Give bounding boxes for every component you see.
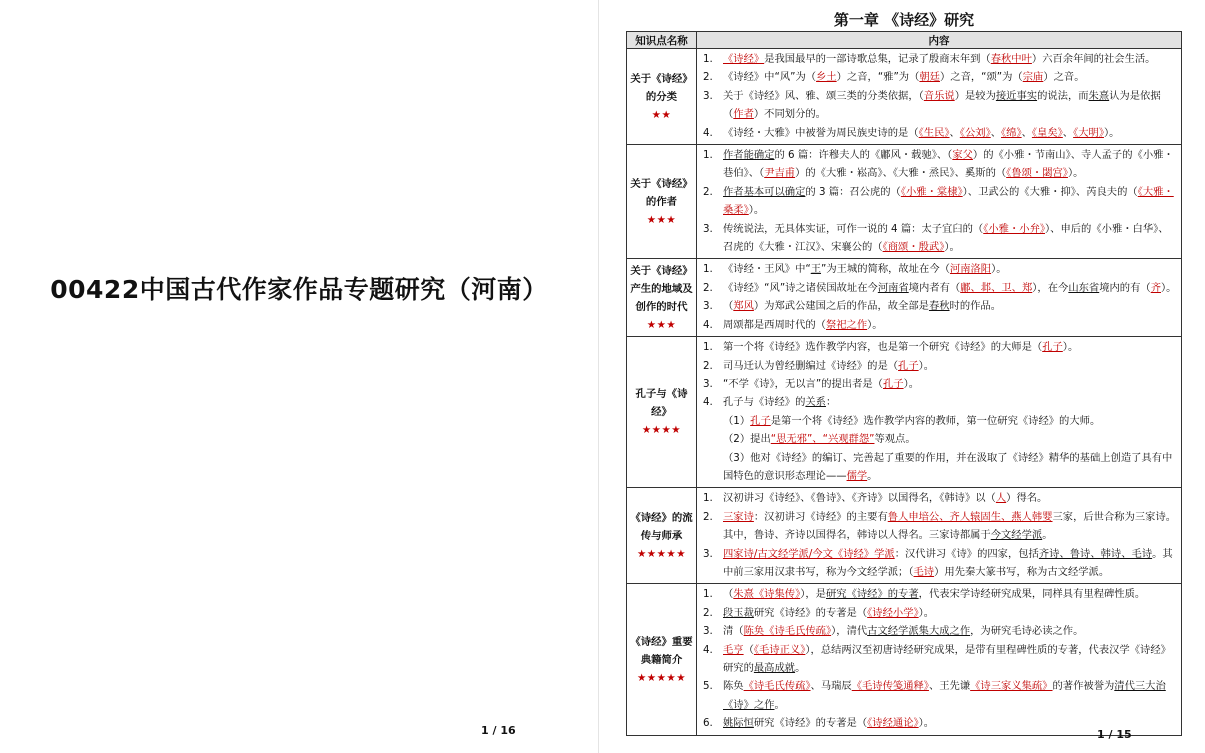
text-fragment: ）。 <box>918 359 935 372</box>
text-fragment: ）。 <box>991 263 1007 276</box>
text-fragment: 朝廷 <box>919 71 940 84</box>
text-fragment: ），是 <box>800 588 826 601</box>
text-fragment: 毛亨 <box>723 643 744 656</box>
text-fragment: 的 3 篇：召公虎的（ <box>805 185 901 198</box>
text-fragment: 时的作品。 <box>949 300 1002 313</box>
text-fragment: 研究《诗经》的专著 <box>825 588 919 601</box>
text-fragment: ）六百余年间的社会生活。 <box>1031 53 1156 65</box>
topic-label: 《诗经》重要典籍简介 <box>630 635 693 666</box>
importance-stars: ★★★ <box>646 213 677 226</box>
text-fragment: 作者基本可以确定 <box>723 185 806 198</box>
text-fragment: ）不同划分的。 <box>753 108 826 121</box>
text-fragment: 最高成就 <box>753 662 796 674</box>
left-page-number: 1 / 16 <box>481 724 516 737</box>
text-fragment: 家父 <box>952 149 973 162</box>
text-fragment: 四家诗/古文经学派/今文《诗经》学派 <box>723 547 895 560</box>
text-fragment: 《诗经》 <box>723 53 765 65</box>
text-fragment: ：汉代讲习《诗》的四家，包括 <box>894 547 1039 560</box>
text-fragment: 齐 <box>1150 281 1161 294</box>
topic-label: 孔子与《诗经》 <box>635 388 688 419</box>
importance-stars: ★★★★ <box>641 424 682 437</box>
left-page <box>0 0 598 753</box>
item-number: 3. <box>703 625 713 638</box>
text-fragment: 陈奂 <box>723 680 744 693</box>
content-cell <box>697 145 1182 259</box>
cover-title: 00422中国古代作家作品专题研究（河南） <box>50 275 548 304</box>
item-number: 1. <box>703 588 713 601</box>
text-fragment: 《诗经》中“风”为（ <box>723 71 817 84</box>
list-item <box>701 146 1177 183</box>
list-item <box>701 641 1177 678</box>
text-fragment: ）。 <box>867 318 883 331</box>
list-item <box>701 124 1177 142</box>
text-fragment: 鲁人申培公、齐人辕固生、燕人韩婴 <box>887 510 1053 523</box>
text-fragment: 关系 <box>805 396 826 409</box>
list-item <box>701 220 1177 257</box>
topic-cell <box>627 259 697 337</box>
item-text <box>723 183 1177 220</box>
text-fragment: ）。 <box>1062 341 1079 354</box>
text-fragment: 、马瑞辰 <box>810 680 852 693</box>
text-fragment: 。 <box>1042 529 1053 542</box>
item-number: 1. <box>703 492 713 505</box>
text-fragment: 《绵》 <box>1001 126 1022 139</box>
list-item <box>701 677 1177 714</box>
text-fragment: （ <box>723 588 734 601</box>
list-item <box>701 260 1177 278</box>
item-number: 1. <box>703 341 713 354</box>
text-fragment: ）。 <box>903 377 920 390</box>
text-fragment: 《公刘》 <box>959 126 991 139</box>
topic-label: 关于《诗经》的作者 <box>630 177 693 208</box>
text-fragment: 《诗经・大雅》中被誉为周民族史诗的是（ <box>723 126 919 139</box>
item-text <box>723 68 1177 86</box>
item-number: 3. <box>703 300 713 313</box>
text-fragment: 作者能确定 <box>723 149 775 162</box>
list-item <box>701 87 1177 124</box>
text-fragment: 《毛诗传笺通释》 <box>851 680 929 693</box>
list-subitem <box>701 430 1177 448</box>
text-fragment: 境内的有（ <box>1099 281 1151 294</box>
text-fragment: （3）他对《诗经》的编订、完善起了重要的作用，并在汲取了《诗经》精华的基础上创造了具有中国特色的意识形态理论—— <box>723 451 1173 482</box>
importance-stars: ★★★★★ <box>636 671 687 684</box>
item-number: 1. <box>703 53 713 65</box>
text-fragment: 、 <box>949 126 960 139</box>
text-fragment: 、 <box>990 126 1002 139</box>
header-content: 内容 <box>697 32 1182 49</box>
list-item <box>701 508 1177 545</box>
text-fragment: 周颂都是西周时代的（ <box>723 318 826 331</box>
topic-label: 关于《诗经》产生的地域及创作的时代 <box>630 264 693 313</box>
list-item <box>701 393 1177 411</box>
text-fragment: 。其中前三家用汉隶书写，称为今文经学派；（ <box>723 547 1173 578</box>
list-item <box>701 489 1177 507</box>
text-fragment: 鄘、邶、卫、郑 <box>960 281 1033 294</box>
text-fragment: 《大雅・桑柔》 <box>723 185 1174 217</box>
text-fragment: 的著作被誉为 <box>1052 680 1115 693</box>
text-fragment: 研究《诗经》的专著是（ <box>753 606 868 619</box>
text-fragment: 清代三大治《诗》之作 <box>723 680 1166 711</box>
importance-stars: ★★★ <box>646 318 677 331</box>
text-fragment: 段玉裁 <box>723 606 754 619</box>
text-fragment: 《诗经・王风》中“ <box>723 263 811 276</box>
item-text <box>723 375 1177 393</box>
text-fragment: 《商颂・殷武》 <box>882 241 945 254</box>
text-fragment: ：汉初讲习《诗经》的主要有 <box>753 510 888 523</box>
header-topic: 知识点名称 <box>627 32 697 49</box>
item-number: 1. <box>703 263 713 276</box>
item-text <box>723 316 1177 334</box>
text-fragment: 乡土 <box>816 71 837 84</box>
item-text <box>723 393 1177 411</box>
item-number: 5. <box>703 680 713 693</box>
text-fragment: 《诗经》“风”诗之诸侯国故址在今 <box>723 281 878 294</box>
text-fragment: ，代表宋学诗经研究成果，同样具有里程碑性质。 <box>918 588 1146 601</box>
text-fragment: ）。 <box>918 606 935 619</box>
list-item <box>701 622 1177 640</box>
item-text <box>723 622 1177 640</box>
text-fragment: 朱熹 <box>1088 89 1110 102</box>
text-fragment: 王 <box>810 263 822 276</box>
topic-cell <box>627 49 697 145</box>
text-fragment: 《皇矣》 <box>1031 126 1063 139</box>
text-fragment: 传统说法，无具体实证，可作一说的 4 篇：太子宜臼的（ <box>723 222 984 235</box>
text-fragment: 祭祀之作 <box>825 318 868 331</box>
list-item <box>701 545 1177 582</box>
item-number: 2. <box>703 71 713 84</box>
table-row <box>627 259 1182 337</box>
text-fragment: （ <box>723 300 734 313</box>
item-text <box>723 297 1177 315</box>
list-item <box>701 183 1177 220</box>
item-text <box>723 357 1177 375</box>
importance-stars: ★★ <box>651 108 672 121</box>
list-subitem <box>701 449 1177 486</box>
text-fragment: 是我国最早的一部诗歌总集，记录了殷商末年到（ <box>764 53 991 65</box>
text-fragment: 《诗经通论》 <box>867 717 919 730</box>
text-fragment: “不学《诗》，无以言”的提出者是（ <box>723 377 883 390</box>
text-fragment: 。 <box>795 662 806 674</box>
list-item <box>701 50 1177 68</box>
text-fragment: 尹吉甫 <box>764 167 796 180</box>
list-item <box>701 585 1177 603</box>
topic-label: 《诗经》的流传与师承 <box>630 511 693 542</box>
item-number: 3. <box>703 222 713 235</box>
list-item <box>701 316 1177 334</box>
text-fragment: 是第一个将《诗经》选作教学内容的教师，第一位研究《诗经》的大师。 <box>770 414 1101 427</box>
text-fragment: 汉初讲习《诗经》、《鲁诗》、《齐诗》以国得名，《韩诗》以（ <box>723 492 996 505</box>
knowledge-table <box>626 31 1182 736</box>
list-item <box>701 297 1177 315</box>
item-number: 2. <box>703 281 713 294</box>
item-text <box>723 641 1177 678</box>
text-fragment: 儒学 <box>846 469 868 482</box>
text-fragment: ）之音。 <box>1043 71 1085 84</box>
text-fragment: 河南洛阳 <box>949 263 992 276</box>
text-fragment: 春秋 <box>928 300 950 313</box>
text-fragment: 等观点。 <box>874 433 916 446</box>
item-text <box>723 50 1177 68</box>
text-fragment: 郑风 <box>733 300 754 313</box>
text-fragment: 三家诗 <box>723 510 754 523</box>
text-fragment: 、 <box>1062 126 1074 139</box>
text-fragment: 《小雅・棠棣》 <box>900 185 963 198</box>
content-cell <box>697 488 1182 584</box>
text-fragment: ）。 <box>944 241 960 254</box>
item-number: 4. <box>703 396 713 409</box>
text-fragment: 《生民》 <box>918 126 950 139</box>
text-fragment: 孔子 <box>1042 341 1063 354</box>
text-fragment: ）为郑武公建国之后的作品，故全部是 <box>753 300 929 313</box>
item-text <box>723 585 1177 603</box>
table-body <box>627 49 1182 736</box>
text-fragment: 的 6 篇：许穆夫人的《鄘风・载驰》、（ <box>774 149 953 162</box>
item-number: 4. <box>703 126 713 139</box>
text-fragment: ）。 <box>918 717 935 730</box>
item-number: 3. <box>703 89 713 102</box>
text-fragment: 《诗三家义集疏》 <box>970 680 1053 693</box>
item-number: 2. <box>703 185 713 198</box>
text-fragment: ： <box>825 396 837 409</box>
text-fragment: 孔子 <box>750 414 771 427</box>
text-fragment: 第一个将《诗经》选作教学内容，也是第一个研究《诗经》的大师是（ <box>723 341 1043 354</box>
text-fragment: 齐诗、鲁诗、韩诗、毛诗 <box>1038 547 1153 560</box>
text-fragment: （2）提出 <box>723 433 771 446</box>
text-fragment: ）。 <box>748 204 765 217</box>
content-cell <box>697 49 1182 145</box>
item-text <box>723 677 1177 714</box>
text-fragment: 《毛诗正义》 <box>753 643 806 656</box>
text-fragment: ）。 <box>1067 167 1084 180</box>
topic-cell <box>627 488 697 584</box>
item-text <box>723 146 1177 183</box>
list-subitem <box>701 412 1177 430</box>
text-fragment: ，为研究毛诗必读之作。 <box>970 625 1084 638</box>
text-fragment: 、王先谦 <box>928 680 971 693</box>
text-fragment: 毛诗 <box>913 565 935 578</box>
table-row <box>627 584 1182 735</box>
item-text <box>723 279 1177 297</box>
item-number: 3. <box>703 377 713 390</box>
text-fragment: ）、申后的《小雅・白华》、召虎的《大雅・江汉》、宋襄公的（ <box>723 222 1169 254</box>
item-number: 6. <box>703 717 713 730</box>
text-fragment: 陈奂《诗毛氏传疏》 <box>743 625 832 638</box>
text-fragment: 关于《诗经》风、雅、颂三类的分类依据，（ <box>723 89 924 102</box>
text-fragment: 朱熹《诗集传》 <box>733 588 801 601</box>
text-fragment: ）之音，“颂”为（ <box>939 71 1023 84</box>
page-divider <box>598 0 599 753</box>
item-text <box>723 489 1177 507</box>
content-cell <box>697 584 1182 735</box>
text-fragment: 孔子 <box>882 377 904 390</box>
text-fragment: 今文经学派 <box>990 529 1043 542</box>
text-fragment: ）之音，“雅”为（ <box>836 71 920 84</box>
list-item <box>701 357 1177 375</box>
list-item <box>701 338 1177 356</box>
text-fragment: ）、卫武公的《大雅・抑》、芮良夫的（ <box>962 185 1138 198</box>
text-fragment: 音乐说 <box>923 89 955 102</box>
table-row <box>627 145 1182 259</box>
topic-label: 关于《诗经》的分类 <box>630 72 693 103</box>
text-fragment: ），总结两汉至初唐诗经研究成果，是带有里程碑性质的专著，代表汉学《诗经》研究的 <box>723 643 1171 674</box>
text-fragment: 认为是依据（ <box>723 89 1161 121</box>
text-fragment: ），在今 <box>1032 281 1069 294</box>
item-text <box>723 260 1177 278</box>
item-number: 4. <box>703 643 713 656</box>
content-cell <box>697 259 1182 337</box>
content-cell <box>697 337 1182 488</box>
text-fragment: ）得名。 <box>1006 492 1048 505</box>
item-text <box>723 604 1177 622</box>
text-fragment: 、 <box>1021 126 1032 139</box>
item-text <box>723 545 1177 582</box>
text-fragment: ）的《大雅・崧高》、《大雅・烝民》、奚斯的（ <box>795 167 1007 180</box>
right-page-number: 1 / 15 <box>1097 728 1132 741</box>
text-fragment: 宗庙 <box>1022 71 1044 84</box>
text-fragment: ）的《小雅・节南山》、寺人孟子的《小雅・巷伯》、（ <box>723 149 1174 180</box>
text-fragment: ”为王城的简称，故址在今（ <box>821 263 950 276</box>
text-fragment: 作者 <box>733 108 754 121</box>
list-item <box>701 604 1177 622</box>
item-number: 2. <box>703 510 713 523</box>
item-text <box>723 87 1177 124</box>
table-row <box>627 337 1182 488</box>
item-number: 2. <box>703 606 713 619</box>
text-fragment: 研究《诗经》的专著是（ <box>753 717 868 730</box>
list-item <box>701 375 1177 393</box>
list-item <box>701 68 1177 86</box>
text-fragment: ）。 <box>1161 281 1177 294</box>
item-number: 1. <box>703 149 713 162</box>
item-number: 3. <box>703 547 713 560</box>
text-fragment: 孔子 <box>898 359 919 372</box>
text-fragment: 孔子与《诗经》的 <box>723 396 806 409</box>
item-text <box>723 338 1177 356</box>
text-fragment: 春秋中叶 <box>990 53 1032 65</box>
text-fragment: 《诗毛氏传疏》 <box>743 680 811 693</box>
item-text <box>723 220 1177 257</box>
text-fragment: 接近事实 <box>995 89 1038 102</box>
text-fragment: 《鲁颂・閟宫》 <box>1006 167 1068 180</box>
table-row <box>627 488 1182 584</box>
item-number: 4. <box>703 318 713 331</box>
text-fragment: 。 <box>867 469 878 482</box>
text-fragment: 《小雅・小弁》 <box>983 222 1046 235</box>
topic-cell <box>627 145 697 259</box>
importance-stars: ★★★★★ <box>636 547 687 560</box>
chapter-title: 第一章 《诗经》研究 <box>833 11 975 29</box>
text-fragment: ）。 <box>1103 126 1120 139</box>
text-fragment: ）是较为 <box>954 89 996 102</box>
item-number: 2. <box>703 359 713 372</box>
text-fragment: 三家，后世合称为三家诗。其中，鲁诗、齐诗以国得名，韩诗以人得名。三家诗都属于 <box>723 510 1177 542</box>
text-fragment: 《诗经小学》 <box>867 606 919 619</box>
text-fragment: 人 <box>995 492 1007 505</box>
text-fragment: 古文经学派集大成之作 <box>867 625 971 638</box>
table-header-row <box>627 32 1182 49</box>
list-item <box>701 279 1177 297</box>
text-fragment: 河南省 <box>877 281 909 294</box>
text-fragment: 司马迁认为曾经删编过《诗经》的是（ <box>723 359 899 372</box>
text-fragment: 姚际恒 <box>723 717 754 730</box>
text-fragment: 。 <box>774 698 785 711</box>
text-fragment: （ <box>743 643 754 656</box>
item-text <box>723 508 1177 545</box>
table-row <box>627 49 1182 145</box>
text-fragment: 清（ <box>723 625 744 638</box>
text-fragment: “思无邪”、“兴观群怨” <box>770 433 875 446</box>
text-fragment: ），清代 <box>831 625 868 638</box>
text-fragment: 山东省 <box>1068 281 1100 294</box>
topic-cell <box>627 337 697 488</box>
text-fragment: （1） <box>723 414 751 427</box>
text-fragment: 的说法，而 <box>1037 89 1089 102</box>
topic-cell <box>627 584 697 735</box>
text-fragment: ）用先秦大篆书写，称为古文经学派。 <box>934 565 1110 578</box>
text-fragment: 境内者有（ <box>908 281 961 294</box>
item-text <box>723 124 1177 142</box>
text-fragment: 《大明》 <box>1073 126 1104 139</box>
